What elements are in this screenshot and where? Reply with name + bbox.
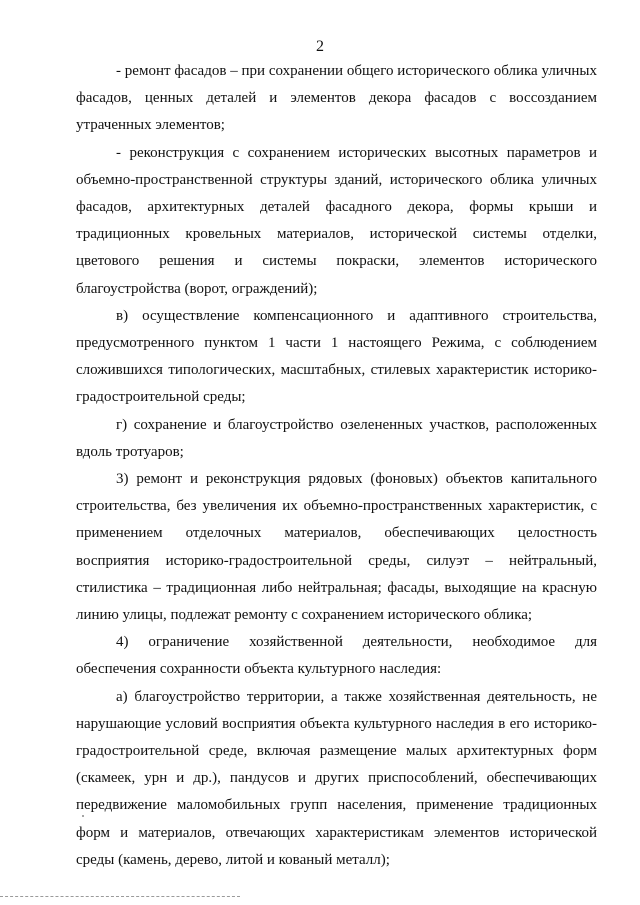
paragraph-background-objects: 3) ремонт и реконструкция рядовых (фоновых) объектов капитального строительства, без увеличения их объемно-пространственных характеристик, с применением отделочных материалов, обеспечивающих целостность восприятия историко-градостроительной среды, силуэт – нейтральный, стилистика – традиционная либо нейтральная; фасады, выходящие на красную линию улицы, подлежат ремонту с сохранением исторического облика; <box>76 471 597 624</box>
footer-rule <box>0 896 240 897</box>
document-body <box>76 58 597 874</box>
paragraph-facade-repair: - ремонт фасадов – при сохранении общего исторического облика уличных фасадов, ценных деталей и элементов декора фасадов с воссозданием утраченных элементов; <box>76 63 597 134</box>
paragraph-compensatory-construction: в) осуществление компенсационного и адаптивного строительства, предусмотренного пунктом 1 части 1 настоящего Режима, с соблюдением сложившихся типологических, масштабных, стилевых характеристик историко-градостроительной среды; <box>76 307 597 406</box>
paragraph-green-areas: г) сохранение и благоустройство озелененных участков, расположенных вдоль тротуаров; <box>76 416 597 460</box>
paragraph-reconstruction: - реконструкция с сохранением исторических высотных параметров и объемно-пространственной структуры зданий, исторического облика уличных фасадов, архитектурных деталей фасадного декора, формы крыши и традиционных кровельных материалов, исторической системы отделки, цветового решения и системы покраски, элементов исторического благоустройства (ворот, ограждений); <box>76 144 597 297</box>
scan-speck <box>82 815 84 817</box>
paragraph-territory-improvement: а) благоустройство территории, а также хозяйственная деятельность, не нарушающие условий восприятия объекта культурного наследия в его историко-градостроительной среде, включая размещение малых архитектурных форм (скамеек, урн и др.), пандусов и других приспособлений, обеспечивающих передвижение маломобильных групп населения, применение традиционных форм и материалов, отвечающих характеристикам элементов исторической среды (камень, дерево, литой и кованый металл); <box>76 688 597 868</box>
page-number: 2 <box>316 38 324 55</box>
paragraph-economic-restriction: 4) ограничение хозяйственной деятельности, необходимое для обеспечения сохранности объекта культурного наследия: <box>76 634 597 678</box>
